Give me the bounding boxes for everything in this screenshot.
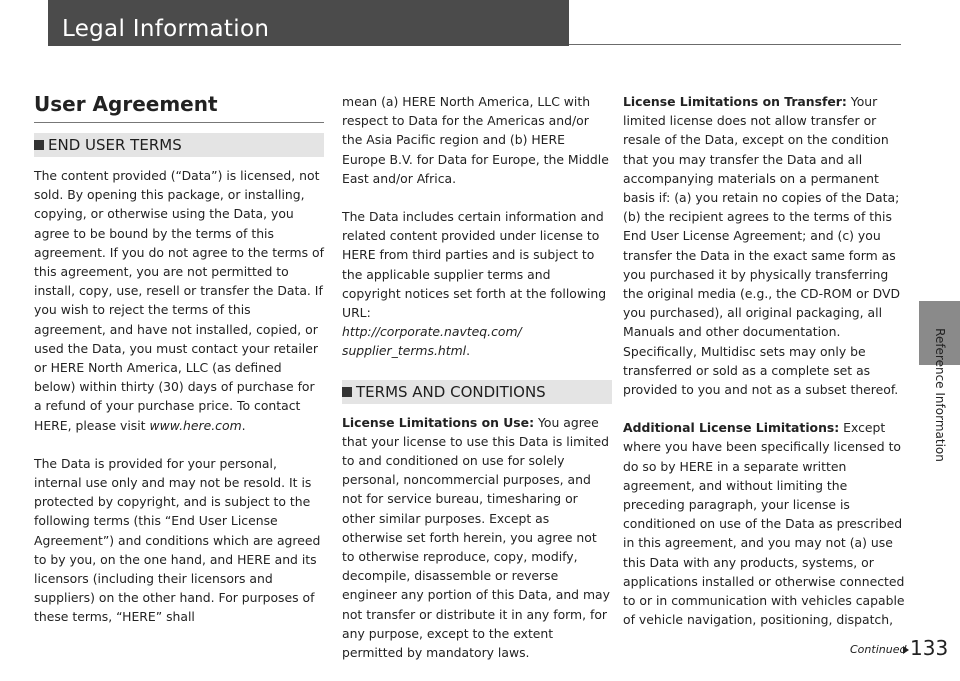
paragraph xyxy=(623,92,905,399)
paragraph-text: Except where you have been specifically licensed to do so by HERE in a separate written agreement, and without limiting the preceding paragraph, your license is conditioned on use of the Data as prescribed in this agreement, and you may not (a) use this Data with any products, systems, or applications installed or otherwise connected to or in communication with vehicles capable of vehicle navigation, positioning, dispatch, xyxy=(623,420,905,628)
paragraph xyxy=(623,418,905,629)
paragraph-text: The content provided (“Data”) is licensed, not sold. By opening this package, or installing, copying, or otherwise using the Data, you agree to be bound by the terms of this agreement. If you do not agree to the terms of this agreement, you are not permitted to install, copy, use, resell or transfer the Data. If you wish to reject the terms of this agreement, and have not installed, copied, or used the Data, you must contact your retailer or HERE North America, LLC (as defined below) within thirty (30) days of purchase for a refund of your purchase price. To contact HERE, please visit xyxy=(34,168,324,433)
paragraph xyxy=(342,207,612,361)
paragraph-text: Your limited license does not allow transfer or resale of the Data, except on the condition that you may transfer the Data and all accompanying materials on a permanent basis if: (a) you retain no copies of the Data; (b) the recipient agrees to the terms of this End User License Agreement; and (c) you transfer the Data in the exact same form as you purchased it by physically transferring the original media (e.g., the CD-ROM or DVD you purchased), all original packaging, all Manuals and other documentation. Specifically, Multidisc sets may only be transferred or sold as a complete set as provided to you and not as a subset thereof. xyxy=(623,94,901,398)
paragraph: The Data is provided for your personal, internal use only and may not be resold. It is protected by copyright, and is subject to the following terms (this “End User License Agreement”) and conditions which are agreed to by you, on the one hand, and HERE and its licensors (including their licensors and suppliers) on the other hand. For purposes of these terms, “HERE” shall xyxy=(34,455,321,625)
column-3 xyxy=(623,92,905,648)
term-label: License Limitations on Transfer: xyxy=(623,94,847,109)
paragraph-text: The Data includes certain information and related content provided under license to HERE from third parties and is subject to the applicable supplier terms and copyright notices set forth at the following URL: xyxy=(342,209,607,321)
website-link[interactable]: www.here.com xyxy=(149,417,242,433)
section-title: User Agreement xyxy=(34,92,218,116)
paragraph xyxy=(34,166,324,435)
paragraph xyxy=(342,413,612,663)
paragraph-end: . xyxy=(466,343,471,359)
paragraph: mean (a) HERE North America, LLC with respect to Data for the Americas and/or the Asia Pacific region and (b) HERE Europe B.V. for Data for Europe, the Middle East and/or Africa. xyxy=(342,94,609,186)
header-rule xyxy=(569,44,901,45)
term-label: License Limitations on Use: xyxy=(342,414,535,430)
subhead-label: END USER TERMS xyxy=(48,136,182,154)
page-number: 133 xyxy=(910,636,949,660)
square-bullet-icon xyxy=(34,140,44,150)
supplier-terms-url[interactable]: http://corporate.navteq.com/ supplier_terms.html xyxy=(342,324,522,359)
square-bullet-icon xyxy=(342,387,352,397)
subhead-terms-and-conditions xyxy=(342,380,612,404)
section-rule xyxy=(34,122,324,123)
paragraph-text: You agree that your license to use this Data is limited to and conditioned on use for solely personal, noncommercial purposes, and not for service bureau, timesharing or other similar purposes. Except as otherwise set forth herein, you agree not to otherwise reproduce, copy, modify, decompile, disassemble or reverse engineer any portion of this Data, and may not transfer or distribute it in any form, for any purpose, except to the extent permitted by mandatory laws. xyxy=(342,414,610,661)
page-title: Legal Information xyxy=(62,16,270,42)
continued-label: Continued xyxy=(850,643,907,656)
column-1 xyxy=(34,92,324,646)
subhead-label: TERMS AND CONDITIONS xyxy=(356,382,546,401)
continue-arrow-icon xyxy=(903,646,909,654)
side-section-label: Reference Information xyxy=(933,328,947,462)
column-2 xyxy=(342,92,612,681)
subhead-end-user-terms xyxy=(34,133,324,157)
term-label: Additional License Limitations: xyxy=(623,420,840,436)
paragraph-end: . xyxy=(241,417,246,433)
